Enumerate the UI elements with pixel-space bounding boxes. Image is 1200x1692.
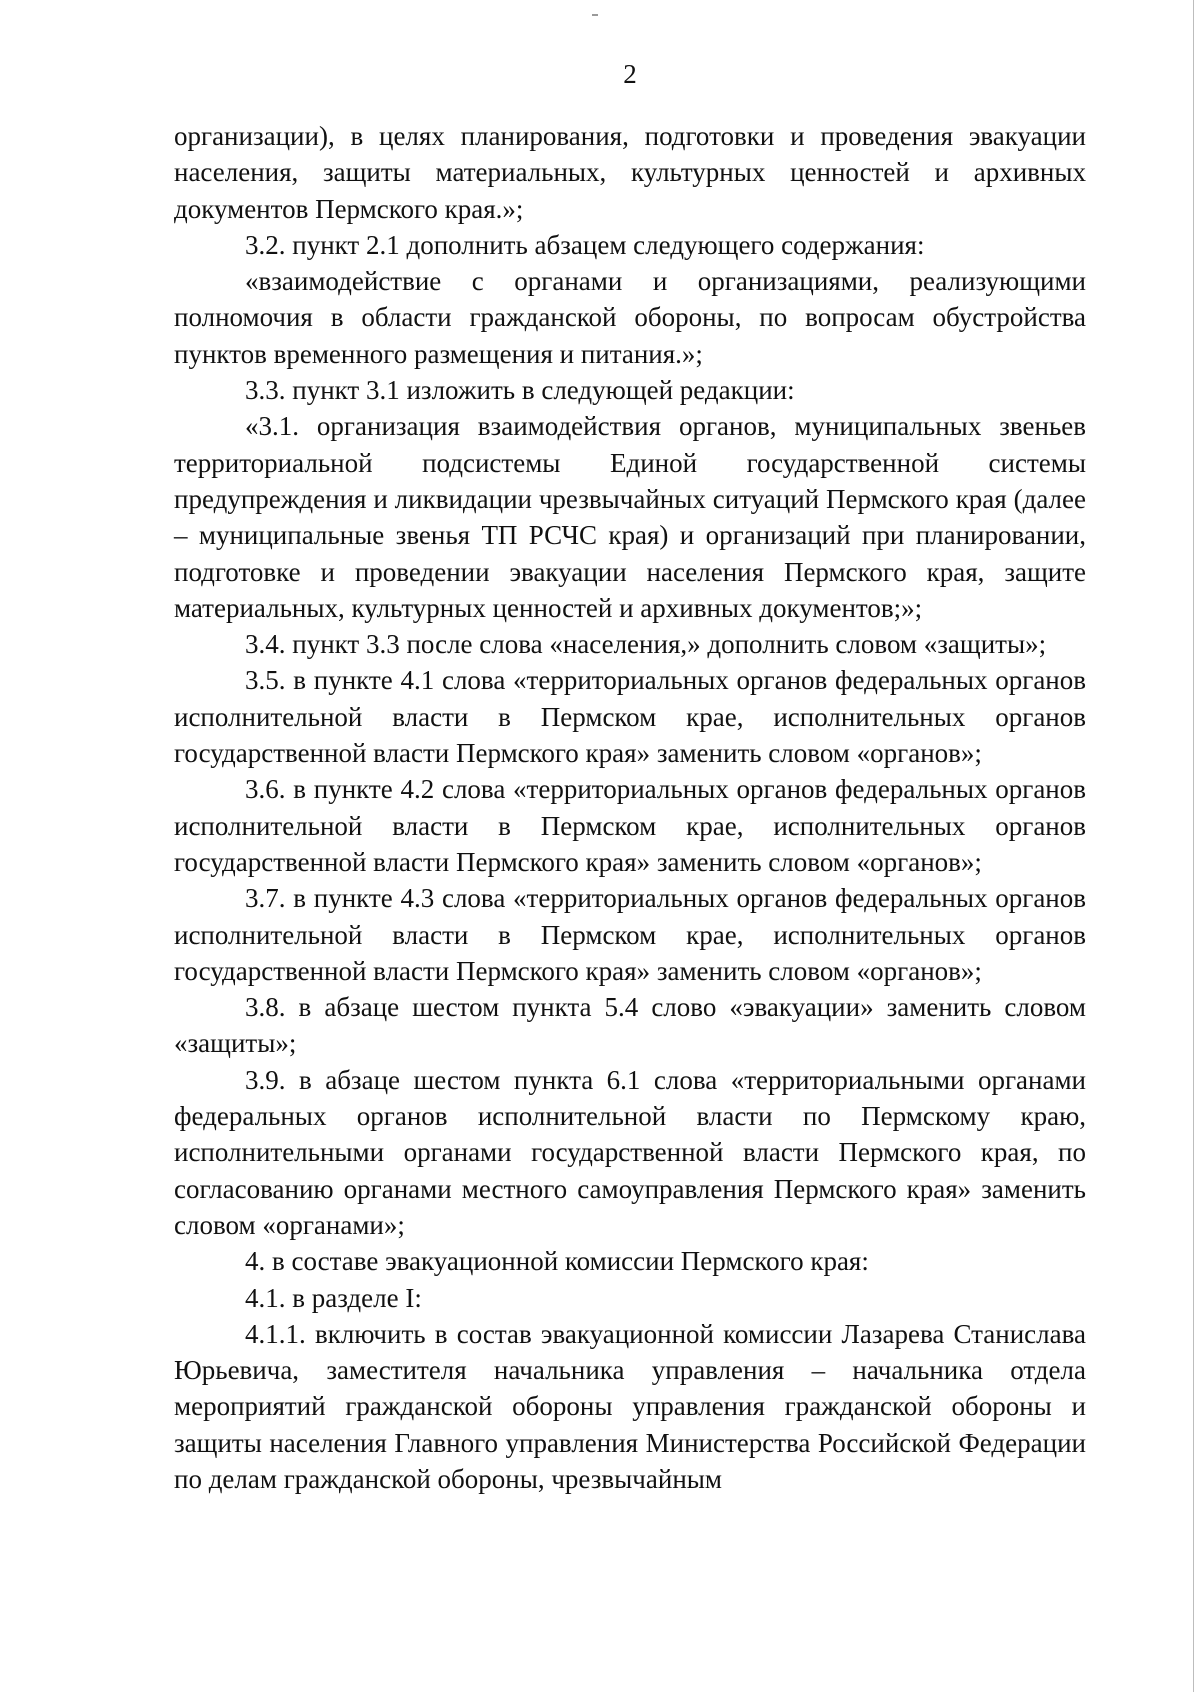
- paragraph-3-8: 3.8. в абзаце шестом пункта 5.4 слово «эвакуации» заменить словом «защиты»;: [174, 992, 1086, 1059]
- paragraph-4-1: 4.1. в разделе I:: [245, 1282, 422, 1313]
- paragraph-3-9: 3.9. в абзаце шестом пункта 6.1 слова «территориальными органами федеральных органов исполнительной власти по Пермскому краю, исполнительными органами государственной власти Пермского края, по согласованию органами местного самоуправления Пермского края» заменить словом «органами»;: [174, 1064, 1086, 1240]
- paragraph-4-1-1: 4.1.1. включить в состав эвакуационной комиссии Лазарева Станислава Юрьевича, заместителя начальника управления – начальника отдела мероприятий гражданской обороны управления гражданской обороны и защиты населения Главного управления Министерства Российской Федерации по делам гражданской обороны, чрезвычайным: [174, 1318, 1086, 1494]
- document-body: [174, 118, 1086, 1497]
- paragraph-3-5: 3.5. в пункте 4.1 слова «территориальных органов федеральных органов исполнительной власти в Пермском крае, исполнительных органов государственной власти Пермского края» заменить словом «органов»;: [174, 665, 1086, 769]
- scan-edge-line: [1193, 0, 1194, 1692]
- paragraph-3-3: 3.3. пункт 3.1 изложить в следующей редакции:: [245, 375, 795, 406]
- page-number: 2: [623, 59, 637, 89]
- paragraph-3-7: 3.7. в пункте 4.3 слова «территориальных органов федеральных органов исполнительной власти в Пермском крае, исполнительных органов государственной власти Пермского края» заменить словом «органов»;: [174, 883, 1086, 986]
- paragraph-3-2: 3.2. пункт 2.1 дополнить абзацем следующего содержания:: [245, 229, 925, 260]
- paragraph-3-4: 3.4. пункт 3.3 после слова «населения,» дополнить словом «защиты»;: [245, 629, 1047, 660]
- scan-mark: [592, 14, 598, 16]
- paragraph-3-6: 3.6. в пункте 4.2 слова «территориальных органов федеральных органов исполнительной власти в Пермском крае, исполнительных органов государственной власти Пермского края» заменить словом «органов»;: [174, 774, 1086, 877]
- paragraph-3-3-quote: «3.1. организация взаимодействия органов, муниципальных звеньев территориальной подсистемы Единой государственной системы предупреждения и ликвидации чрезвычайных ситуаций Пермского края (далее – муниципальные звенья ТП РСЧС края) и организаций при планировании, подготовке и проведении эвакуации населения Пермского края, защите материальных, культурных ценностей и архивных документов;»;: [174, 411, 1086, 623]
- paragraph-4: 4. в составе эвакуационной комиссии Пермского края:: [245, 1246, 869, 1277]
- paragraph-continuation: организации), в целях планирования, подготовки и проведения эвакуации населения, защиты материальных, культурных ценностей и архивных документов Пермского края.»;: [174, 121, 1086, 224]
- paragraph-3-2-quote: «взаимодействие с органами и организациями, реализующими полномочия в области гражданской обороны, по вопросам обустройства пунктов временного размещения и питания.»;: [174, 266, 1086, 369]
